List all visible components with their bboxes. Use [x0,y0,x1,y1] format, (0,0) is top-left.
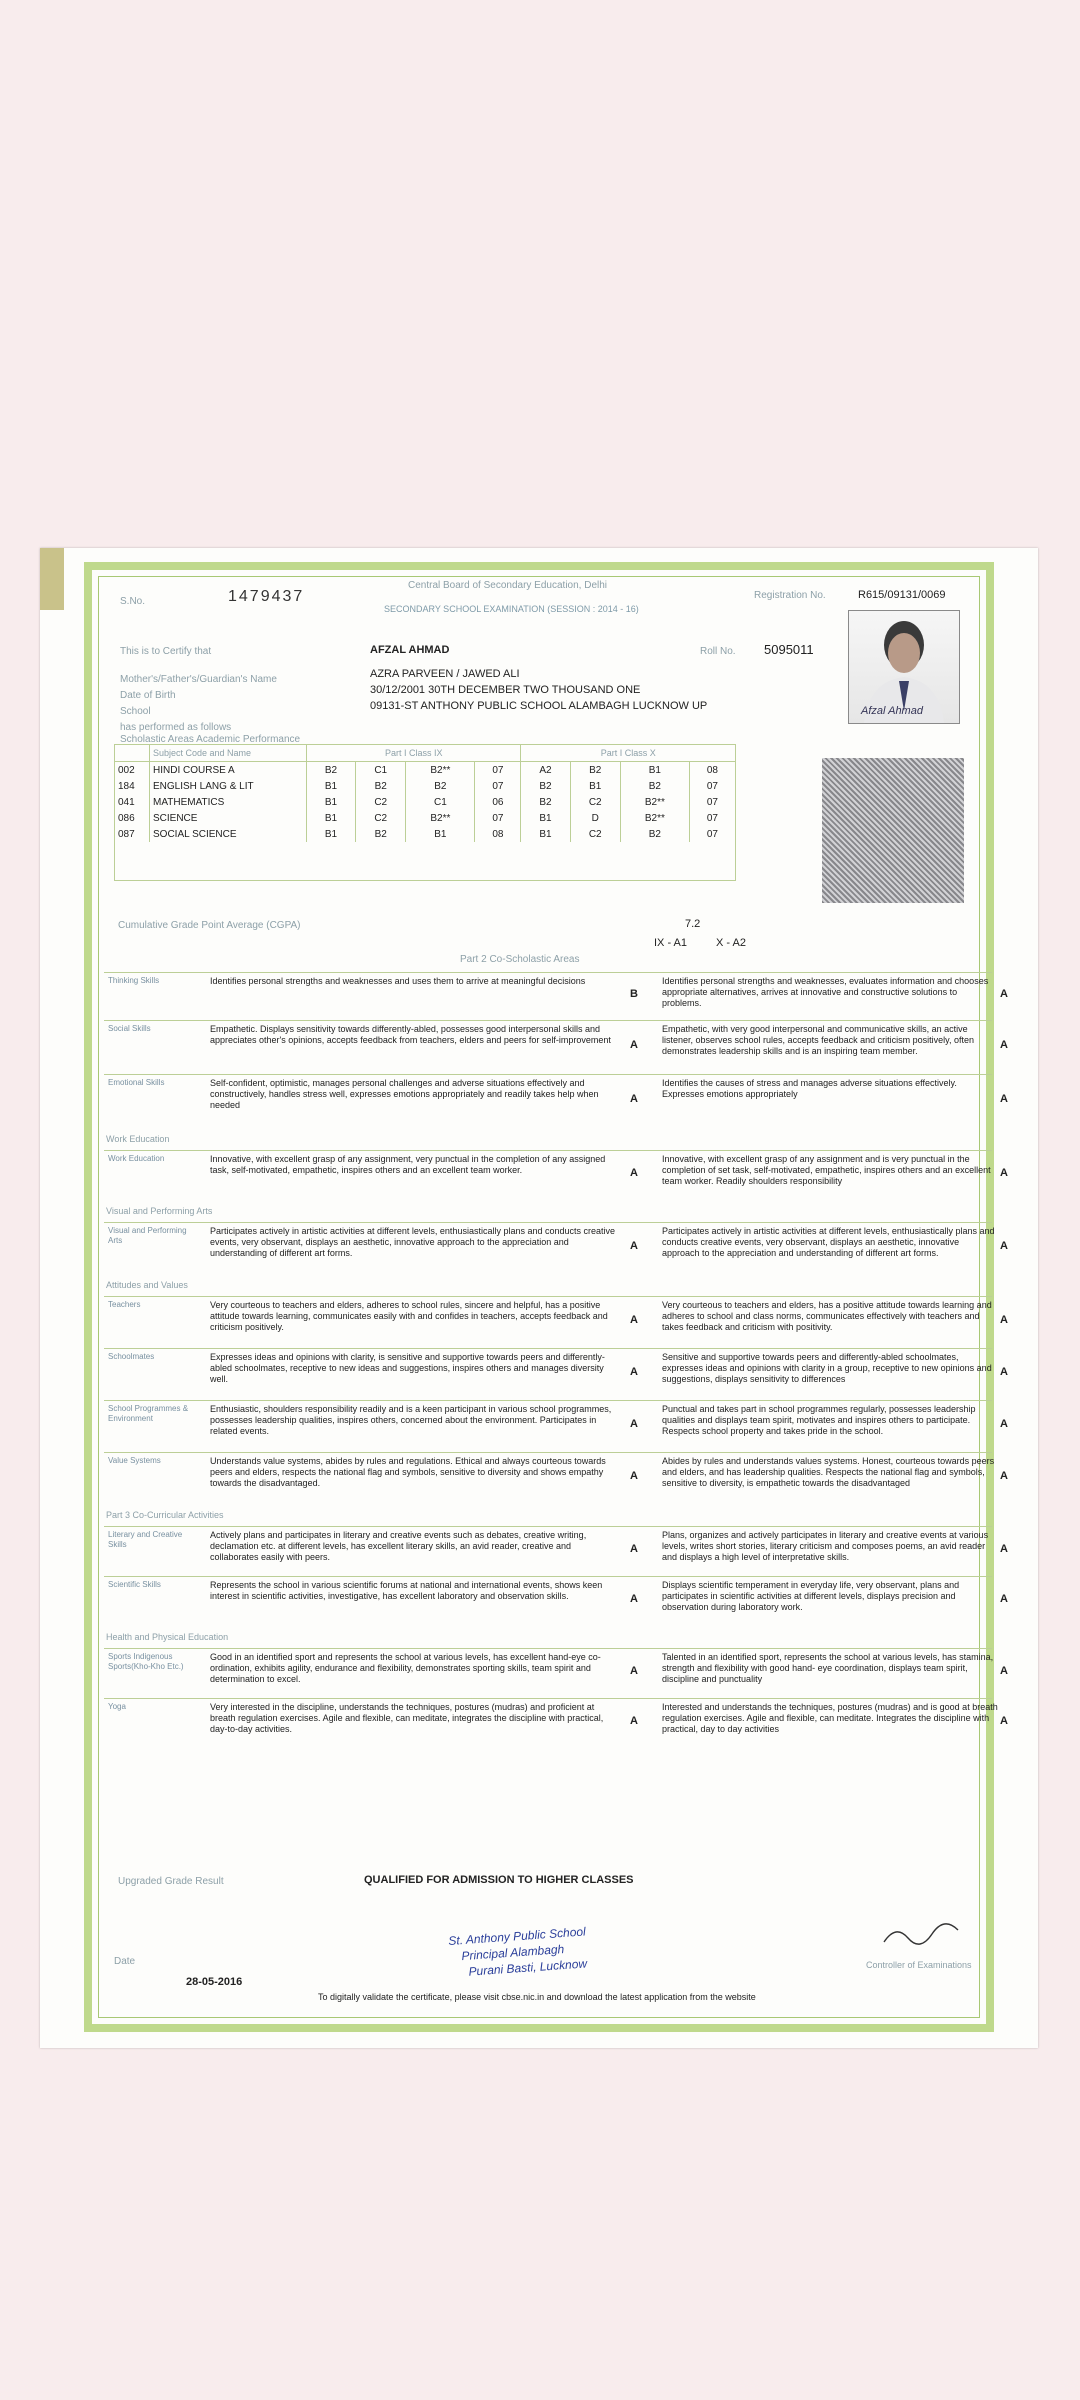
academic-label: Scholastic Areas Academic Performance [120,734,301,745]
class-ix-grade: A [630,1715,638,1727]
student-photo [848,610,960,724]
subject-g6: B2** [620,794,689,810]
speaking-ix: IX - A1 [654,937,688,949]
class-x-grade: A [1000,1470,1008,1482]
class-ix-indicator: Expresses ideas and opinions with clarity, is sensitive and supportive towards peers and differently-abled schoolmates, receptive to new ideas and suggestions, inspires others and manages diversity well. [210,1352,605,1384]
section-heading: Attitudes and Values [106,1280,188,1290]
stamp-line-2: Principal Alambagh [460,1942,565,1964]
subject-g2: C2 [356,810,406,826]
subject-g4: A2 [521,762,570,779]
class-x-grade: A [1000,1543,1008,1555]
subject-g3: B1 [406,826,475,842]
subject-row [115,826,736,842]
subject-g3: B2** [406,810,475,826]
class-ix-indicator: Very courteous to teachers and elders, adheres to school rules, sincere and helpful, has a positive attitude towards learning, communicates easily with and confides in teachers, accepts feedback and criticism positively. [210,1300,608,1332]
certify-line: This is to Certify that [120,646,212,657]
certificate-sheet [40,548,1038,2048]
subject-g4: B2 [521,794,570,810]
subject-gp1: 07 [475,810,521,826]
cgpa-label: Cumulative Grade Point Average (CGPA) [118,920,301,931]
subject-row [115,778,736,794]
subject-g6: B2 [620,778,689,794]
parents-label: Mother's/Father's/Guardian's Name [120,674,277,685]
subject-code: 086 [115,810,150,826]
parents-names: AZRA PARVEEN / JAWED ALI [370,668,520,680]
photo-signature: Afzal Ahmad [861,705,923,717]
class-x-grade: A [1000,1314,1008,1326]
class-ix-grade: A [630,1366,638,1378]
subject-row [115,794,736,810]
result-value: QUALIFIED FOR ADMISSION TO HIGHER CLASSES [364,1874,634,1886]
row-label: Scientific Skills [108,1580,161,1589]
qr-code [822,758,964,903]
class-ix-grade: B [630,988,638,1000]
class-x-indicator: Interested and understands the techniques, postures (mudras) and is good at breath regulation exercises. Agile and flexible, can meditate. Integrates the discipline with practical, day to day activities [662,1702,998,1734]
co-scholastic-head: Part 2 Co-Scholastic Areas [460,954,580,965]
class-ix-indicator: Empathetic. Displays sensitivity towards differently-abled, possesses good interpersonal skills and appreciates other's opinions, accepts feedback from teachers, elders and peers for self-improvement [210,1024,611,1045]
subject-gp2: 08 [689,762,735,779]
date-label: Date [114,1956,136,1967]
subject-header: Subject Code and Name [150,745,307,762]
performance-label: has performed as follows [120,722,232,733]
school-value: 09131-ST ANTHONY PUBLIC SCHOOL ALAMBAGH LUCKNOW UP [370,700,708,712]
subject-g2: C2 [356,794,406,810]
class-ix-grade: A [630,1543,638,1555]
class-ix-grade: A [630,1665,638,1677]
class-x-indicator: Abides by rules and understands values systems. Honest, courteous towards peers and elders, and has leadership qualities. Respects the national flag and symbols, sensitive to diversity, is empathetic towards the disadvantaged [662,1456,995,1488]
class-ix-indicator: Enthusiastic, shoulders responsibility readily and is a keen participant in various school programmes, possesses leadership qualities, inspires others, concerned about the environment. Participates in related events. [210,1404,612,1436]
subject-name: SOCIAL SCIENCE [150,826,307,842]
class-x-header: Part I Class X [521,745,736,762]
subject-g5: C2 [570,826,620,842]
subject-g3: B2 [406,778,475,794]
subject-g3: B2** [406,762,475,779]
subject-row [115,810,736,826]
row-label: Work Education [108,1154,165,1163]
stamp-line-3: Purani Basti, Lucknow [468,1956,588,1979]
class-x-grade: A [1000,1665,1008,1677]
section-heading: Work Education [106,1134,170,1144]
roll-number: 5095011 [764,642,814,657]
subject-g1: B1 [307,810,356,826]
result-label: Upgraded Grade Result [118,1876,224,1887]
class-ix-grade: A [630,1418,638,1430]
subject-g1: B1 [307,826,356,842]
subject-gp2: 07 [689,794,735,810]
row-label: Literary and Creative Skills [108,1530,183,1549]
class-ix-indicator: Understands value systems, abides by rules and regulations. Ethical and always courteous towards peers and elders, respects the national flag and symbols, sensitive to diversity and shows empathy towards the disadvantaged. [210,1456,606,1488]
class-ix-indicator: Innovative, with excellent grasp of any assignment, very punctual in the completion of any assigned task, self-motivated, empathetic, inspires others and an excellent team worker. [210,1154,606,1175]
class-ix-grade: A [630,1593,638,1605]
row-label: Social Skills [108,1024,151,1033]
row-label: Teachers [108,1300,141,1309]
class-ix-grade: A [630,1314,638,1326]
exam-name: SECONDARY SCHOOL EXAMINATION (SESSION : 2014 - 16) [384,604,639,614]
subject-g5: D [570,810,620,826]
marks-table [114,744,736,881]
subject-code: 087 [115,826,150,842]
row-label: Visual and Performing Arts [108,1226,187,1245]
stamp-line-1: St. Anthony Public School [447,1924,587,1949]
class-ix-header: Part I Class IX [307,745,521,762]
subject-g6: B2** [620,810,689,826]
subject-gp1: 07 [475,778,521,794]
validation-note: To digitally validate the certificate, please visit cbse.nic.in and download the latest application from the website [318,1992,756,2002]
registration-label: Registration No. [754,590,826,601]
class-x-indicator: Displays scientific temperament in everyday life, very observant, plans and participates in scientific activities at different levels, displays precision and observation during laboratory work. [662,1580,960,1612]
dob-value: 30/12/2001 30TH DECEMBER TWO THOUSAND ONE [370,684,641,696]
section-heading: Health and Physical Education [106,1632,229,1642]
class-ix-grade: A [630,1093,638,1105]
subject-g1: B1 [307,778,356,794]
class-x-grade: A [1000,1715,1008,1727]
row-label: Schoolmates [108,1352,155,1361]
roll-label: Roll No. [700,646,736,657]
class-ix-indicator: Actively plans and participates in literary and creative events such as debates, creative writing, declamation etc. at different levels, has excellent literary skills, an avid reader, creative and collaborates easily with peers. [210,1530,587,1562]
class-ix-indicator: Self-confident, optimistic, manages personal challenges and adverse situations effectively and constructively, handles stress well, expresses emotions appropriately and readily takes help when needed [210,1078,599,1110]
class-x-indicator: Talented in an identified sport, represents the school at various levels, has stamina, strength and flexibility with good hand- eye coordination, displays team spirit, discipline and punctuality [662,1652,994,1684]
class-ix-grade: A [630,1470,638,1482]
class-ix-indicator: Identifies personal strengths and weaknesses and uses them to arrive at meaningful decisions [210,976,586,986]
class-ix-grade: A [630,1240,638,1252]
subject-gp2: 07 [689,826,735,842]
subject-g2: B2 [356,778,406,794]
section-heading: Visual and Performing Arts [106,1206,213,1216]
serial-number: 1479437 [228,588,305,605]
subject-code: 184 [115,778,150,794]
row-label: Emotional Skills [108,1078,165,1087]
subject-code: 002 [115,762,150,779]
subject-g1: B1 [307,794,356,810]
class-ix-indicator: Good in an identified sport and represents the school at various levels, has excellent hand-eye co-ordination, exhibits agility, endurance and flexibility, demonstrates sporting skills, team spirit and determination to excel. [210,1652,601,1684]
class-x-grade: A [1000,1366,1008,1378]
class-x-indicator: Identifies personal strengths and weaknesses, evaluates information and chooses appropriate alternatives, arrives at innovative and constructive solutions to problems. [662,976,989,1008]
serial-label: S.No. [120,596,146,607]
row-label: School Programmes & Environment [108,1404,189,1423]
dob-label: Date of Birth [120,690,176,701]
class-x-indicator: Empathetic, with very good interpersonal and communicative skills, an active listener, observes school rules, accepts feedback and criticism positively, often demonstrates leadership skills and is an inspiring team member. [662,1024,974,1056]
class-x-grade: A [1000,1039,1008,1051]
class-ix-grade: A [630,1039,638,1051]
class-x-indicator: Participates actively in artistic activities at different levels, enthusiastically plans and conducts creative events, very observant, displays an aesthetic, innovative approach to the appreciation and understanding of different art forms. [662,1226,995,1258]
row-label: Value Systems [108,1456,161,1465]
subject-name: HINDI COURSE A [150,762,307,779]
row-label: Sports Indigenous Sports(Kho-Kho Etc.) [108,1652,184,1671]
subject-g4: B1 [521,826,570,842]
class-x-grade: A [1000,1418,1008,1430]
subject-g6: B2 [620,826,689,842]
class-x-grade: A [1000,1093,1008,1105]
speaking-x: X - A2 [716,937,746,949]
class-x-grade: A [1000,1240,1008,1252]
subject-g5: B2 [570,762,620,779]
cgpa-value: 7.2 [685,918,701,930]
date-value: 28-05-2016 [186,1976,243,1988]
subject-g6: B1 [620,762,689,779]
subject-gp2: 07 [689,810,735,826]
subject-code: 041 [115,794,150,810]
class-x-indicator: Very courteous to teachers and elders, has a positive attitude towards learning and adheres to school and class norms, communicates effectively with teachers and takes feedback and criticism with positivity. [662,1300,992,1332]
class-x-grade: A [1000,988,1008,1000]
subject-name: SCIENCE [150,810,307,826]
subject-g4: B2 [521,778,570,794]
registration-number: R615/09131/0069 [858,589,946,601]
subject-gp1: 08 [475,826,521,842]
class-ix-indicator: Represents the school in various scientific forums at national and international events, shows keen interest in scientific activities, investigative, has excellent laboratory and observation skills. [210,1580,603,1601]
class-x-indicator: Innovative, with excellent grasp of any assignment and is very punctual in the completion of set task, self-motivated, empathetic, inspires others and an excellent team worker. Readily shoulders responsibility [662,1154,991,1186]
class-x-grade: A [1000,1167,1008,1179]
class-x-grade: A [1000,1593,1008,1605]
student-name: AFZAL AHMAD [370,644,450,656]
class-x-indicator: Plans, organizes and actively participates in literary and creative events at various levels, writes short stories, literary criticism and composes poems, an avid reader and displays a high level of interpretative skills. [662,1530,989,1562]
school-stamp [448,1919,652,2003]
subject-g5: B1 [570,778,620,794]
section-heading: Part 3 Co-Curricular Activities [106,1510,224,1520]
subject-g1: B2 [307,762,356,779]
school-label: School [120,706,151,717]
subject-g5: C2 [570,794,620,810]
class-x-indicator: Sensitive and supportive towards peers and differently-abled schoolmates, expresses ideas and opinions with clarity in a group, receptive to new opinions and suggestions, displays sensitivity to differences [662,1352,992,1384]
class-ix-grade: A [630,1167,638,1179]
subject-gp2: 07 [689,778,735,794]
class-ix-indicator: Very interested in the discipline, understands the techniques, postures (mudras) and proficient at breath regulation exercises. Agile and flexible, can meditate, integrates the discipline with practical, day-to-day activities. [210,1702,604,1734]
class-x-indicator: Identifies the causes of stress and manages adverse situations effectively. Expresses emotions appropriately [662,1078,957,1099]
controller-label: Controller of Examinations [866,1960,972,1970]
class-x-indicator: Punctual and takes part in school programmes regularly, possesses leadership qualities and displays team spirit, motivates and inspires others to participate. Respects school property and takes pride in the school. [662,1404,976,1436]
subject-g3: C1 [406,794,475,810]
subject-g4: B1 [521,810,570,826]
subject-name: ENGLISH LANG & LIT [150,778,307,794]
row-label: Thinking Skills [108,976,160,985]
subject-g2: B2 [356,826,406,842]
controller-signature [880,1920,960,1950]
subject-row [115,762,736,779]
subject-gp1: 07 [475,762,521,779]
row-label: Yoga [108,1702,126,1711]
subject-g2: C1 [356,762,406,779]
class-ix-indicator: Participates actively in artistic activities at different levels, enthusiastically plans and conducts creative events, very observant, displays an aesthetic, innovative approach to the appreciation and understanding of different art forms. [210,1226,616,1258]
subject-gp1: 06 [475,794,521,810]
board-name: Central Board of Secondary Education, Delhi [408,580,608,591]
subject-name: MATHEMATICS [150,794,307,810]
